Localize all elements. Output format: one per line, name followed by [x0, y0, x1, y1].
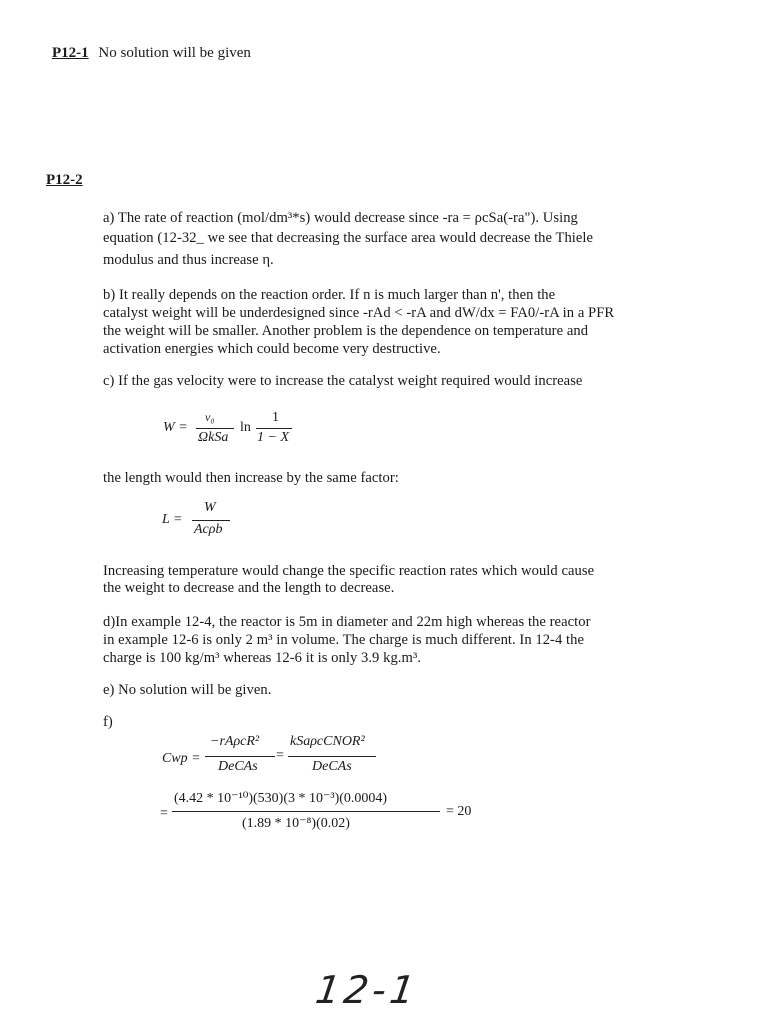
part-a-line-1: a) The rate of reaction (mol/dm³*s) would decrease since -ra = ρcSa(-ra"). Using — [103, 210, 578, 226]
eq-L-lhs: L = — [162, 512, 183, 527]
eq-C-eq2: = — [160, 806, 168, 821]
part-b-line-2: catalyst weight will be underdesigned since -rAd < -rA and dW/dx = FA0/-rA in a PFR — [103, 305, 615, 321]
eq-C-bar3 — [172, 811, 440, 812]
eq-L-bar — [192, 520, 230, 521]
part-f-label: f) — [103, 714, 113, 730]
eq-C-bar1 — [205, 756, 275, 757]
part-a-line-3: modulus and thus increase η. — [103, 252, 274, 268]
eq-C-bar2 — [288, 756, 376, 757]
eq-C-eq1: = — [276, 748, 284, 763]
eq-C-result: = 20 — [446, 804, 472, 819]
eq-C-den3: (1.89 * 10⁻⁸)(0.02) — [242, 816, 350, 831]
eq-W-num2: 1 — [272, 410, 279, 425]
eq-C-den2: DeCAs — [312, 759, 352, 774]
problem-12-2-heading — [46, 172, 83, 189]
part-c-intro: c) If the gas velocity were to increase the catalyst weight required would increase — [103, 373, 583, 389]
problem-12-1-label: P12-1 — [52, 45, 89, 61]
eq-C-num3: (4.42 * 10⁻¹⁰)(530)(3 * 10⁻³)(0.0004) — [174, 791, 388, 806]
length-text: the length would then increase by the same factor: — [103, 470, 399, 486]
page-number: 12-1 — [312, 968, 422, 1012]
eq-C-num2: kSaρcCNOR² — [290, 734, 365, 749]
eq-C-num1: −rAρcR² — [210, 734, 260, 749]
part-e: e) No solution will be given. — [103, 682, 272, 698]
part-d-line-1: d)In example 12-4, the reactor is 5m in diameter and 22m high whereas the reactor — [103, 614, 591, 630]
eq-L-num: W — [204, 500, 216, 515]
eq-W-ln: ln — [240, 420, 251, 435]
eq-C-den1: DeCAs — [218, 759, 258, 774]
problem-12-2-label: P12-2 — [46, 172, 83, 188]
part-b-line-1: b) It really depends on the reaction order. If n is much larger than n', then the — [103, 287, 556, 303]
eq-W-lhs: W = — [163, 420, 188, 435]
eq-W-bar1 — [196, 428, 234, 429]
problem-12-1-heading — [52, 45, 251, 62]
problem-12-1-text: No solution will be given — [98, 45, 251, 61]
eq-C-lhs: Cwp = — [162, 751, 201, 766]
part-a-line-2: equation (12-32_ we see that decreasing the surface area would decrease the Thiele — [103, 230, 594, 246]
part-d-line-2: in example 12-6 is only 2 m³ in volume. The charge is much different. In 12-4 the — [103, 632, 584, 648]
eq-W-num1: v₀ — [205, 410, 215, 424]
temp-line-1: Increasing temperature would change the specific reaction rates which would cause — [103, 563, 595, 579]
temp-line-2: the weight to decrease and the length to decrease. — [103, 580, 395, 596]
part-b-line-4: activation energies which could become very destructive. — [103, 341, 441, 357]
eq-W-den1: ΩkSa — [198, 430, 229, 445]
eq-W-bar2 — [256, 428, 292, 429]
part-d-line-3: charge is 100 kg/m³ whereas 12-6 it is only 3.9 kg.m³. — [103, 650, 422, 666]
eq-L-den: Acρb — [194, 522, 223, 537]
eq-W-den2: 1 − X — [257, 430, 289, 445]
part-b-line-3: the weight will be smaller. Another problem is the dependence on temperature and — [103, 323, 589, 339]
